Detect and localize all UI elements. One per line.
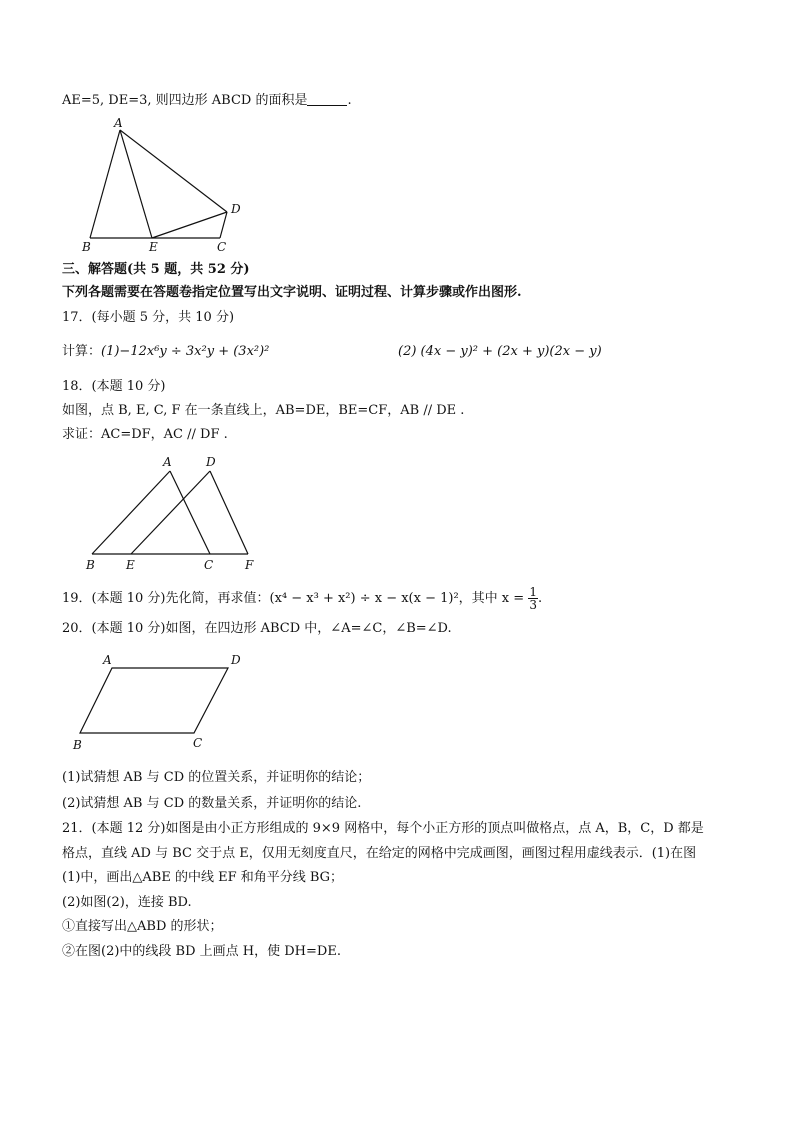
- q19-question: [62, 586, 542, 611]
- q17-header: 17．(每小题 5 分，共 10 分): [62, 310, 235, 325]
- q17-part1: [62, 343, 269, 361]
- fig18-label-E: E: [126, 558, 135, 572]
- q17-calc-label: 计算：: [62, 344, 102, 359]
- fig20-label-D: D: [231, 653, 241, 667]
- fig18-label-F: F: [245, 558, 254, 572]
- q20-question: 20．(本题 10 分)如图，在四边形 ABCD 中，∠A=∠C，∠B=∠D.: [62, 621, 452, 636]
- q21-line2: 格点，直线 AD 与 BC 交于点 E，仅用无刻度直尺，在给定的网格中完成画图，画图过程用虚线表示．(1)在图: [62, 846, 697, 861]
- fig16-label-D: D: [231, 202, 241, 216]
- q21-line1: 21．(本题 12 分)如图是由小正方形组成的 9×9 网格中，每个小正方形的顶点叫做格点，点 A，B，C，D 都是: [62, 821, 704, 836]
- q17-part1-expr: (1)−12x⁶y ÷ 3x²y + (3x²)²: [101, 344, 270, 359]
- fig20-label-C: C: [193, 736, 203, 750]
- fig16-label-A: A: [114, 116, 123, 130]
- q21-line4: (2)如图(2)，连接 BD.: [62, 895, 192, 910]
- q18-header: 18．(本题 10 分): [62, 379, 166, 394]
- q16-text: AE=5, DE=3, 则四边形 ABCD 的面积是: [62, 93, 308, 108]
- fig18-label-A: A: [163, 455, 172, 469]
- section-title: 三、解答题(共 5 题，共 52 分): [62, 262, 250, 277]
- q20-part1: (1)试猜想 AB 与 CD 的位置关系，并证明你的结论；: [62, 770, 371, 785]
- q17-part2-expr: (2) (4x − y)² + (2x + y)(2x − y): [398, 344, 602, 359]
- q19-frac-num: 1: [529, 585, 537, 599]
- q19-fraction: [528, 586, 538, 611]
- fig18-label-C: C: [204, 558, 214, 572]
- fig16-label-C: C: [217, 240, 227, 254]
- fig20-label-B: B: [73, 738, 82, 752]
- fig16-label-E: E: [149, 240, 158, 254]
- q18-prove: 求证：AC=DF，AC // DF .: [62, 427, 228, 442]
- q19-frac-den: 3: [529, 598, 537, 612]
- fig20-label-A: A: [103, 653, 112, 667]
- answer-blank: [307, 93, 347, 106]
- q16-period: .: [347, 93, 352, 108]
- q21-line5: ①直接写出△ABD 的形状；: [62, 919, 223, 934]
- section-instruction: 下列各题需要在答题卷指定位置写出文字说明、证明过程、计算步骤或作出图形.: [62, 285, 522, 300]
- q19-text: 19．(本题 10 分)先化简，再求值：(x⁴ − x³ + x²) ÷ x − x(x − 1)²，其中 x =: [62, 591, 525, 606]
- fig16-label-B: B: [82, 240, 91, 254]
- q19-period: .: [537, 591, 543, 606]
- q18-given: 如图，点 B, E, C, F 在一条直线上，AB=DE，BE=CF，AB // DE .: [62, 403, 465, 418]
- fig18-label-B: B: [86, 558, 95, 572]
- q21-line3: (1)中，画出△ABE 的中线 EF 和角平分线 BG；: [62, 870, 344, 885]
- q21-line6: ②在图(2)中的线段 BD 上画点 H，使 DH=DE.: [62, 944, 341, 959]
- fig18-label-D: D: [206, 455, 216, 469]
- q16-question-tail: [62, 92, 352, 110]
- q20-part2: (2)试猜想 AB 与 CD 的数量关系，并证明你的结论.: [62, 796, 362, 811]
